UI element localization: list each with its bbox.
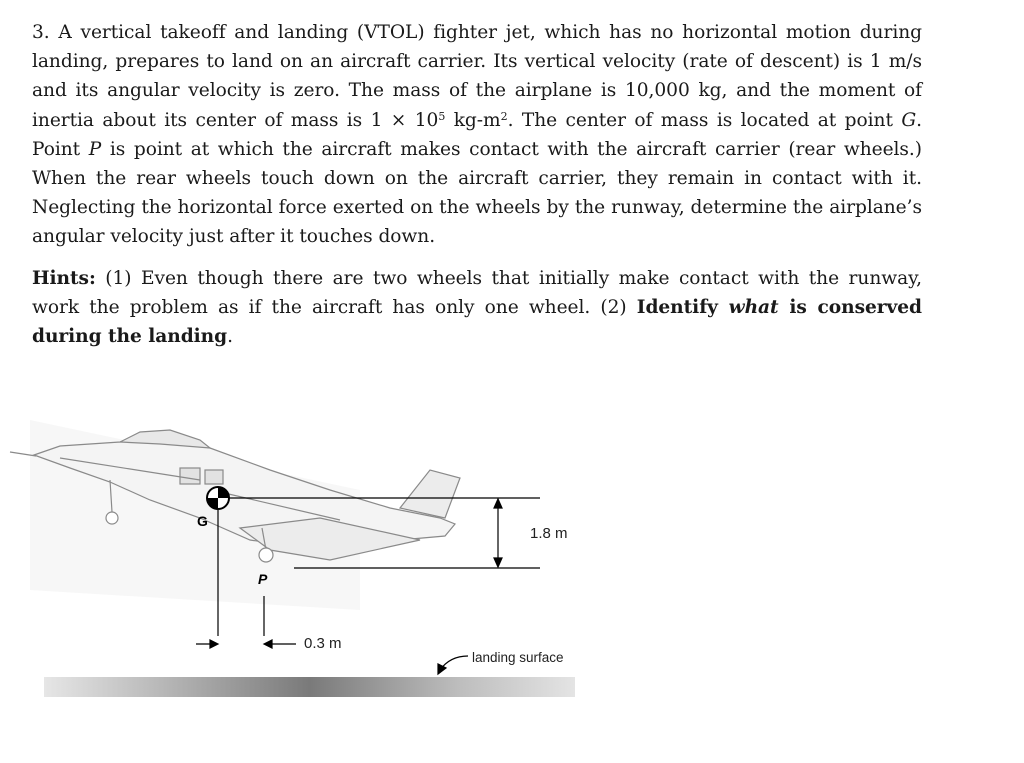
- hints-text: (1) Even though there are two wheels that initially make contact with the runway, work the problem as if the aircraft has only one wheel. (2): [32, 267, 922, 318]
- label-p: P: [258, 571, 268, 587]
- landing-surface-label: landing surface: [472, 650, 564, 665]
- problem-paragraph: [32, 18, 922, 252]
- dimension-horizontal-label: 0.3 m: [304, 635, 342, 652]
- dimension-0-3m: [196, 640, 296, 648]
- hints-label: Hints:: [32, 267, 96, 289]
- exponent-5: 5: [438, 109, 446, 123]
- surface-pointer-arrow: [438, 656, 468, 674]
- problem-text-start: 3. A vertical takeoff and landing (VTOL) fighter jet, which has no horizontal motion during landing, prepares to land on an aircraft carrier. Its vertical velocity (rate of descent) is 1 m/s and its angular velocity is zero. The mass of the airplane is 10,000 kg, and the moment of inertia about its center of mass is 1 × 10: [32, 22, 922, 131]
- point-g-ref: G: [901, 109, 917, 131]
- hints-bold-1: Identify: [636, 296, 729, 318]
- hints-bold-italic: what: [728, 296, 779, 318]
- dimension-vertical-label: 1.8 m: [530, 525, 568, 542]
- hints-bold-2: is conserved during the landing: [32, 296, 922, 348]
- problem-statement: [32, 18, 922, 351]
- hints-end: .: [227, 326, 233, 348]
- label-g: G: [197, 513, 208, 529]
- point-p-ref: P: [88, 138, 102, 160]
- problem-text-mid2: . Point: [32, 109, 923, 160]
- problem-text-mid: . The center of mass is located at point: [507, 109, 902, 131]
- problem-units: kg-m: [445, 109, 501, 131]
- hints-paragraph: [32, 264, 922, 352]
- landing-surface-bar: [44, 677, 575, 697]
- dimension-1-8m: [494, 499, 502, 567]
- aircraft-figure: [0, 400, 600, 710]
- center-of-mass-symbol: [207, 487, 229, 509]
- problem-text-end: is point at which the aircraft makes contact with the aircraft carrier (rear wheels.) When the rear wheels touch down on the aircraft carrier, they remain in contact with it. Neglecting the horizontal force exerted on the wheels by the runway, determine the airplane’s angular velocity just after it touches down.: [32, 138, 922, 248]
- exponent-2: 2: [500, 109, 508, 123]
